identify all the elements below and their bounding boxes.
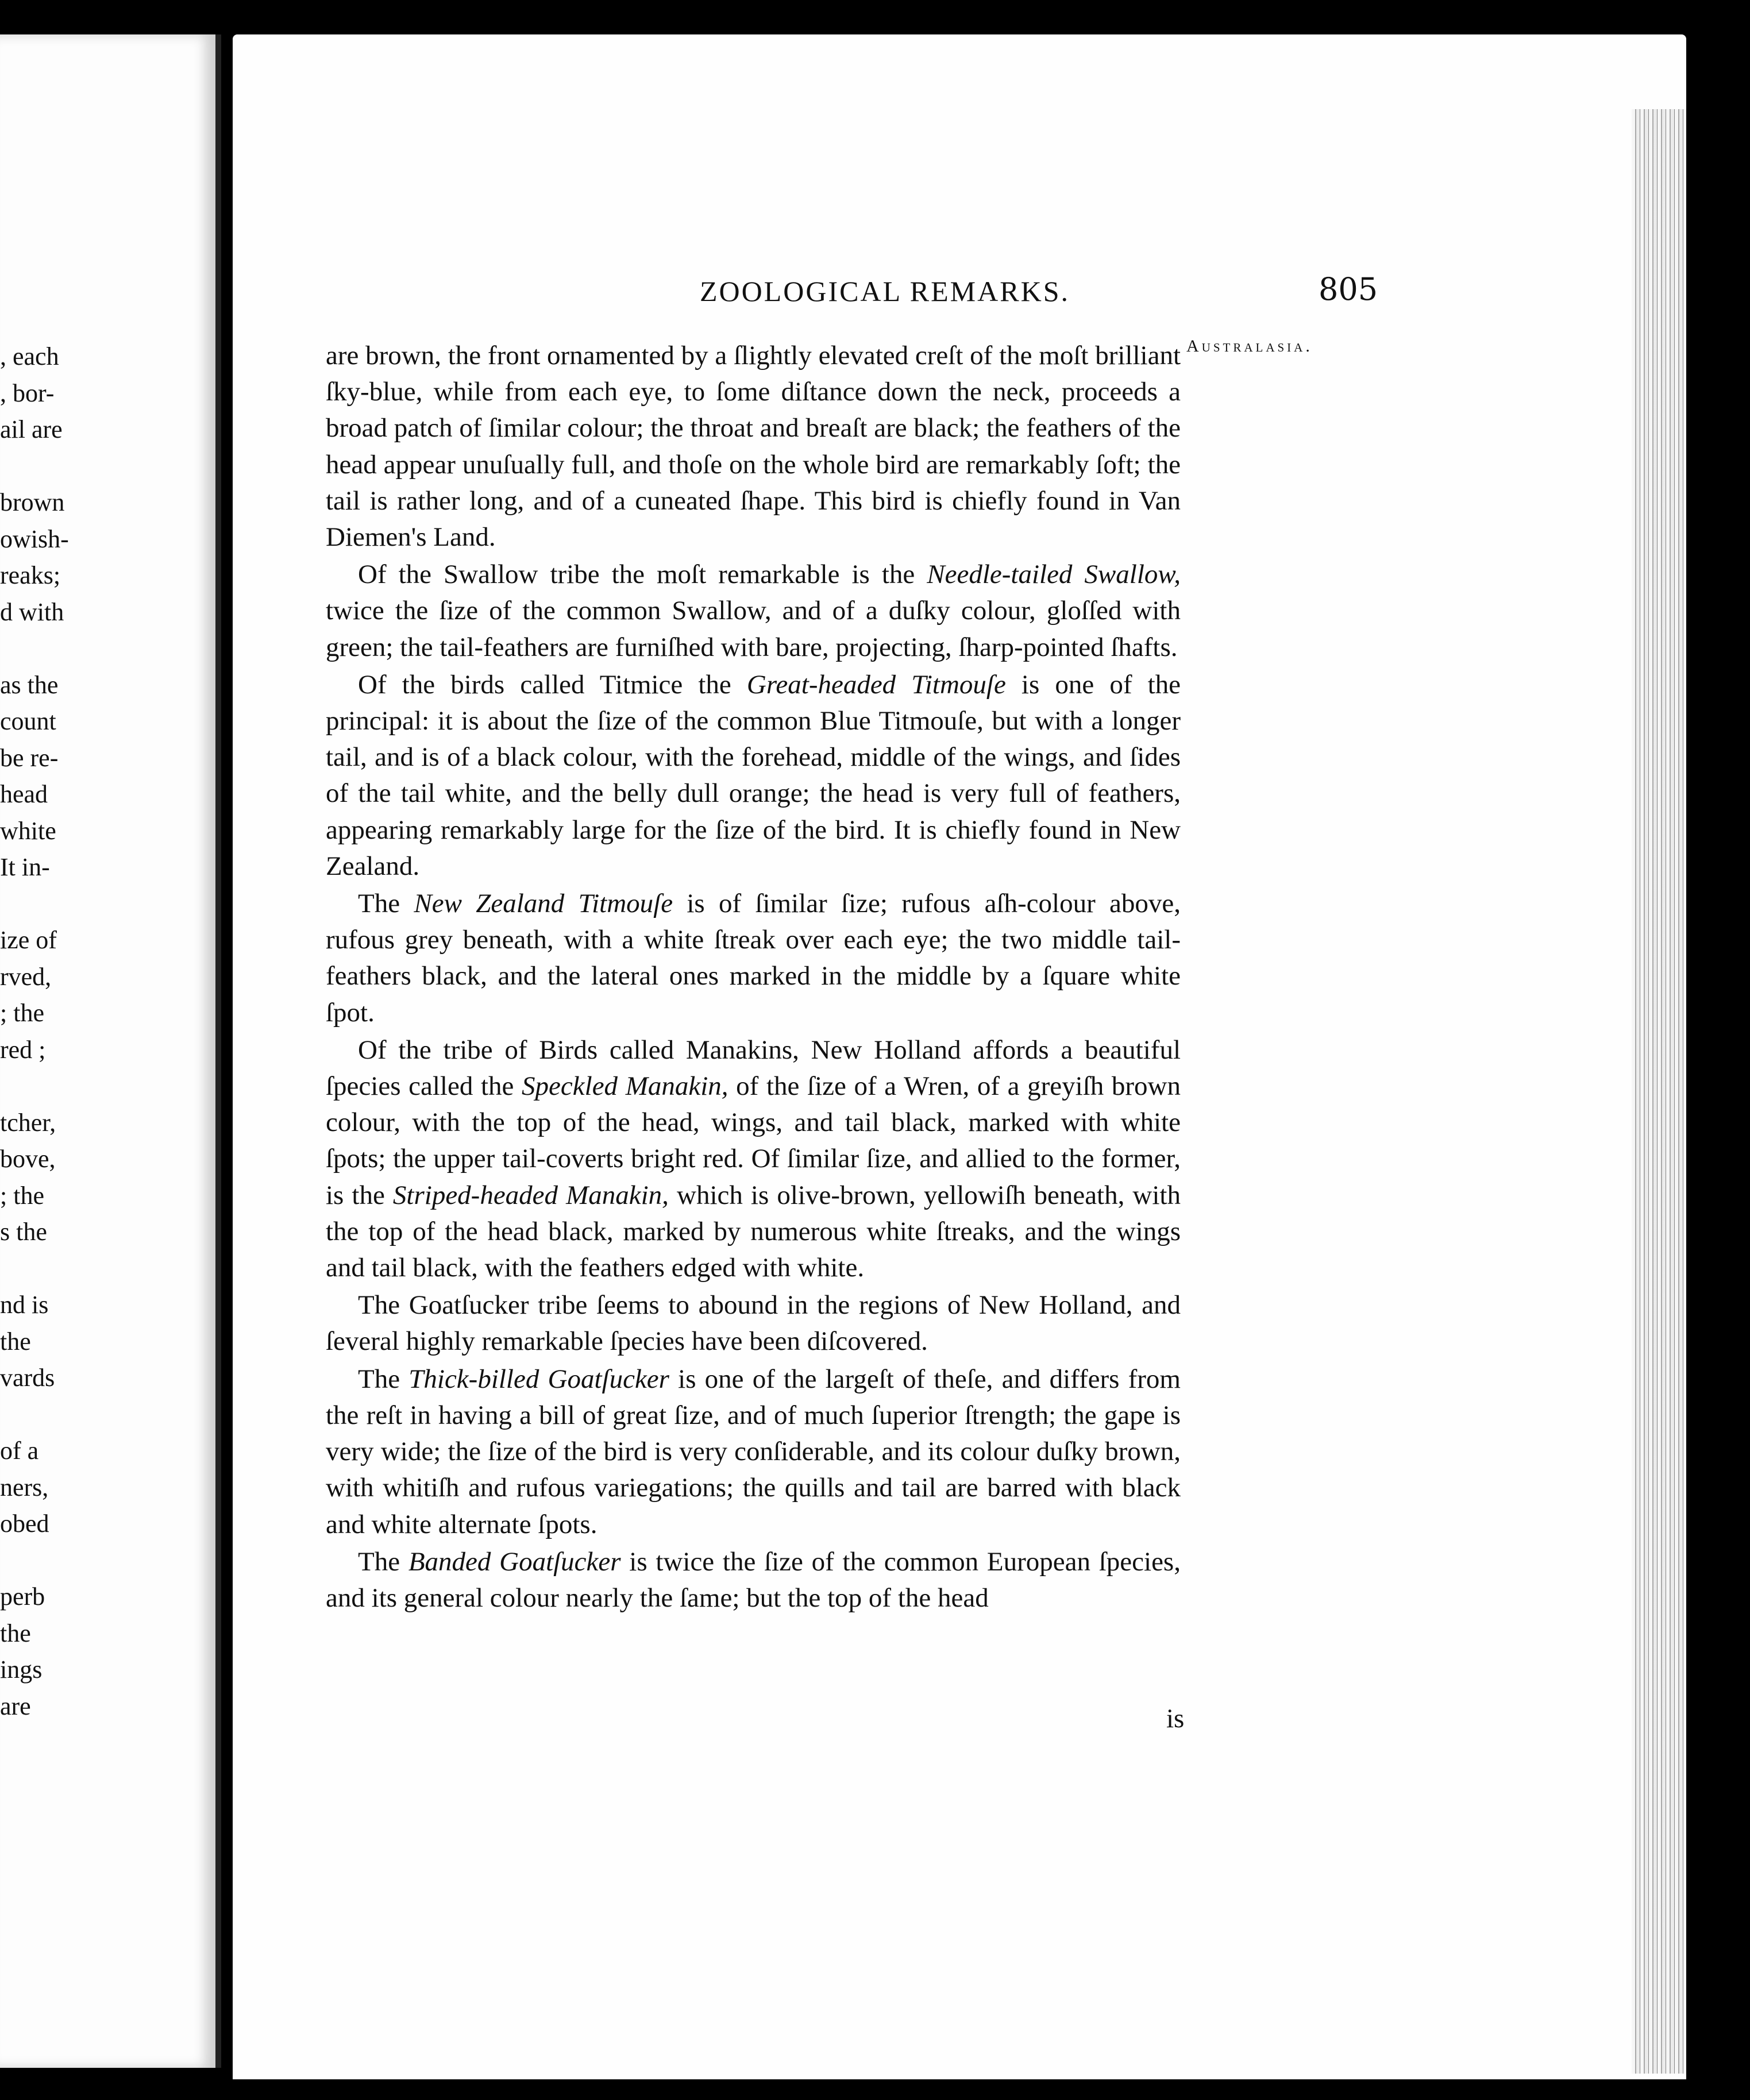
species-name: Banded Goatſucker [408, 1546, 621, 1577]
facing-page-line: obed [0, 1510, 49, 1538]
paragraph [326, 1361, 1181, 1543]
text-run: The [358, 889, 414, 919]
facing-page-line: reaks; [0, 561, 61, 589]
facing-page-line: ; the [0, 999, 44, 1027]
page-edges [1632, 109, 1686, 2074]
facing-page-line: ail are [0, 415, 63, 443]
text-run: The [358, 1364, 409, 1394]
facing-page-line: rved, [0, 962, 52, 991]
facing-page-line: head [0, 780, 48, 808]
facing-page-line: the [0, 1327, 31, 1356]
facing-page-line: ; the [0, 1181, 44, 1210]
text-run: twice the ſize of the common Swallow, and of a duſky colour, gloſſed with green; the tail-feathers are furniſhed with bare, projecting, ſharp-pointed ſhafts. [326, 596, 1181, 662]
margin-note: Australasia. [1186, 337, 1313, 356]
facing-page-line: d with [0, 597, 64, 626]
species-name: Thick-billed Goatſucker [408, 1364, 669, 1394]
facing-page-line: It in- [0, 853, 50, 881]
text-run: is one of the largeſt of theſe, and differs from the reſt in having a bill of great ſize, and of much ſuperior ſtrength; the gape is very wide; the ſize of the bird is very conſiderable, and its colour duſky brown, with whitiſh and rufous variegations; the quills and tail are barred with black and white alternate ſpots. [326, 1364, 1181, 1539]
paragraph [326, 667, 1181, 885]
facing-page-line: bove, [0, 1145, 56, 1173]
paragraph [326, 1544, 1181, 1616]
paragraph [326, 886, 1181, 1031]
text-run: The [358, 1546, 408, 1577]
facing-page-line: s the [0, 1218, 47, 1246]
species-name: Needle-tailed Swallow, [927, 559, 1181, 590]
facing-page-line: of a [0, 1437, 39, 1465]
text-run: Of the Swallow tribe the moſt remarkable is the [358, 559, 927, 590]
paragraph [326, 338, 1181, 555]
text-run: are brown, the front ornamented by a ſlightly elevated creſt of the moſt brilliant ſky-blue, while from each eye, to ſome diſtance down the neck, proceeds a broad patch of ſimilar colour; the throat and breaſt are black; the feathers of the head appear unuſually full, and thoſe on the whole bird are remarkably ſoft; the tail is rather long, and of a cuneated ſhape. This bird is chiefly found in Van Diemen's Land. [326, 341, 1181, 553]
body-text [326, 338, 1181, 1618]
facing-page-fragment [0, 34, 221, 2068]
facing-page-line: be re- [0, 743, 59, 772]
species-name: Striped-headed Manakin, [392, 1180, 669, 1210]
text-run: Of the tribe of Birds called Manakins, New Holland affords a beautiful ſpecies called the [326, 1034, 1181, 1102]
facing-page-line: tcher, [0, 1108, 56, 1137]
facing-page-line: red ; [0, 1035, 46, 1064]
text-run: The Goatſucker tribe ſeems to abound in the regions of New Holland, and ſeveral highly remarkable ſpecies have been diſcovered. [326, 1290, 1181, 1357]
facing-page-line: count [0, 707, 56, 735]
facing-page-line: , each [0, 342, 59, 370]
facing-page-line: as the [0, 670, 59, 699]
text-run: Of the birds called Titmice the [358, 669, 747, 700]
catchword: is [1166, 1704, 1185, 1734]
facing-page-line: vards [0, 1364, 55, 1392]
species-name: Great-headed Titmouſe [746, 669, 1006, 700]
facing-page-line: owish- [0, 524, 69, 553]
text-run: which is olive-brown, yellowiſh beneath, with the top of the head black, marked by numerous white ſtreaks, and the wings and tail black, with the feathers edged with white. [326, 1180, 1181, 1283]
facing-page-line: ings [0, 1655, 43, 1684]
species-name: New Zealand Titmouſe [414, 889, 673, 919]
text-run: is of ſimilar ſize; rufous aſh-colour above, rufous grey beneath, with a white ſtreak over each eye; the two middle tail-feathers black, and the lateral ones marked in the middle by a ſquare white ſpot. [326, 889, 1181, 1028]
page-number: 805 [1319, 271, 1378, 307]
facing-page-line: perb [0, 1582, 45, 1611]
paragraph [326, 1287, 1181, 1360]
facing-page-line: , bor- [0, 379, 55, 407]
facing-page-line: ize of [0, 926, 57, 954]
text-run: is one of the principal: it is about the ſize of the common Blue Titmouſe, but with a longer tail, and is of a black colour, with the forehead, middle of the wings, and ſides of the tail white, and the belly dull orange; the head is very full of feathers, appearing remarkably large for the ſize of the bird. It is chiefly found in New Zealand. [326, 669, 1181, 881]
facing-page-line: white [0, 816, 56, 845]
facing-page-line: the [0, 1619, 31, 1647]
species-name: Speckled Manakin, [522, 1071, 728, 1102]
text-run: is twice the ſize of the common European ſpecies, and its general colour nearly the ſame; but the top of the head [326, 1546, 1181, 1613]
facing-page-line: nd is [0, 1291, 49, 1319]
running-head: ZOOLOGICAL REMARKS. [699, 275, 1070, 307]
paragraph [326, 557, 1181, 666]
paragraph [326, 1032, 1181, 1286]
facing-page-line: ners, [0, 1473, 49, 1501]
facing-page-line: brown [0, 488, 65, 516]
text-run: of the ſize of a Wren, of a greyiſh brown colour, with the top of the head, wings, and tail black, marked with white ſpots; the upper tail-coverts bright red. Of ſimilar ſize, and allied to the former, is the [326, 1071, 1181, 1210]
book-page [233, 34, 1686, 2079]
facing-page-line: are [0, 1692, 31, 1720]
